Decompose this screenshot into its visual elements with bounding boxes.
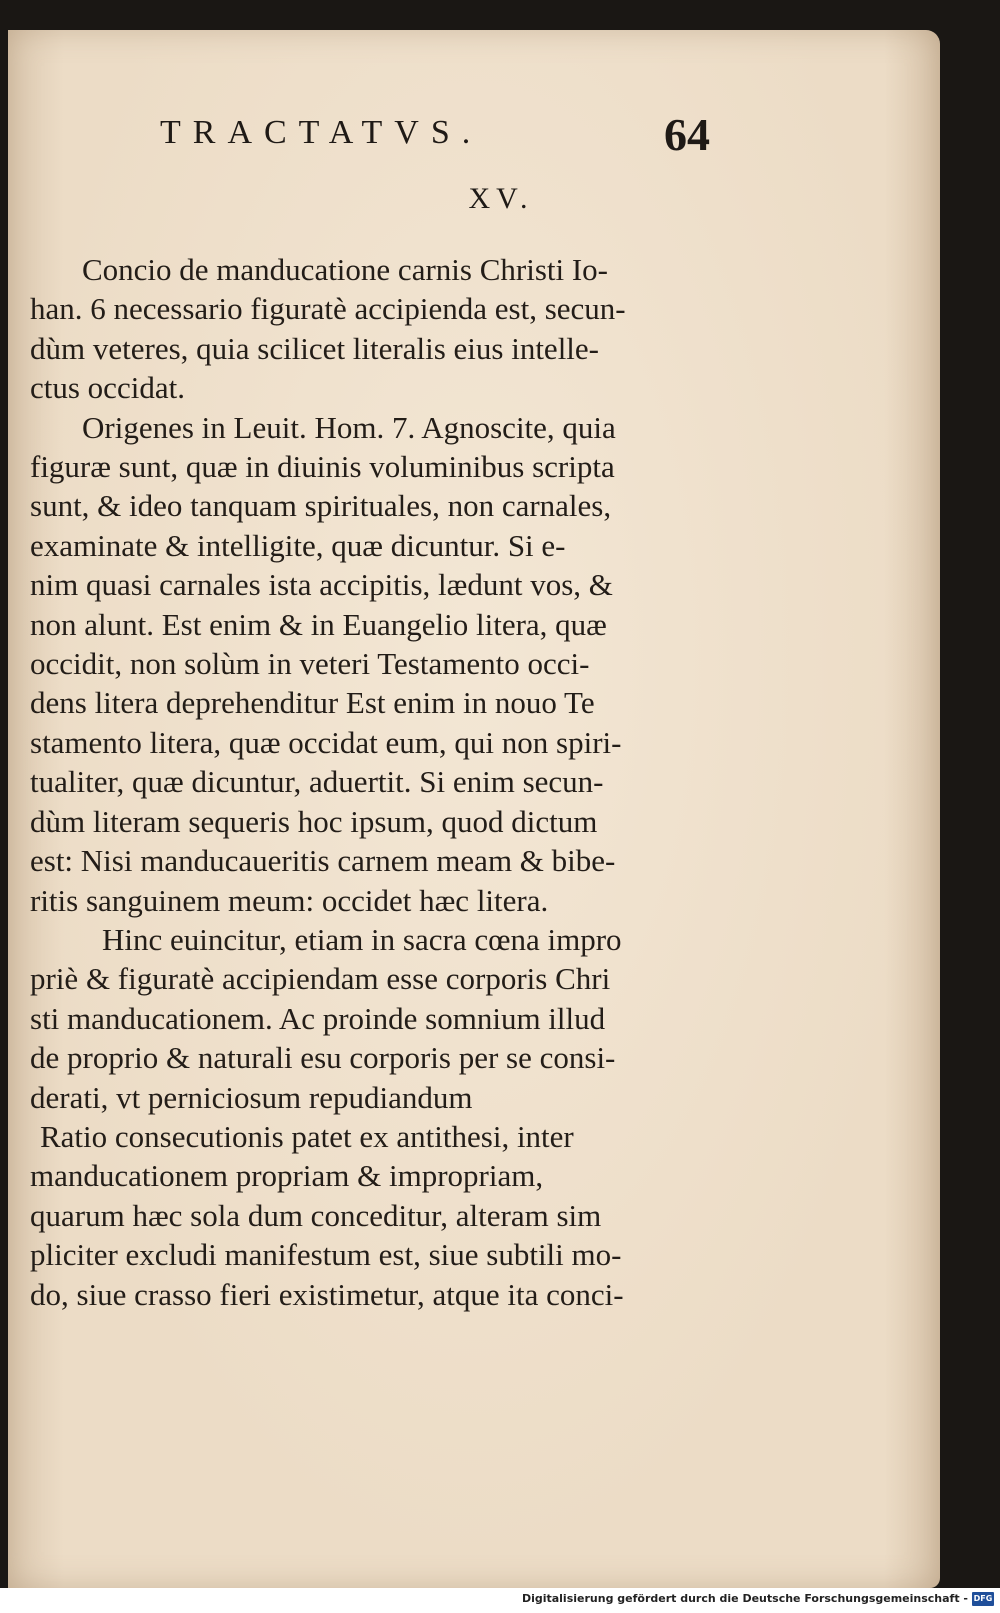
body-text <box>30 250 720 1314</box>
paragraph-conclusion: Hinc euincitur, etiam in sacra cœna impro priè & figuratè accipiendam esse corporis Chri sti manducationem. Ac proinde somnium illud de proprio & naturali esu corporis per se consi- derati, vt perniciosum repudiandum <box>30 921 622 1115</box>
digitization-credit: Digitalisierung gefördert durch die Deutsche Forschungsgemeinschaft - <box>521 1592 968 1605</box>
paragraph-reasoning: Ratio consecutionis patet ex antithesi, inter manducationem propriam & impropriam, quarum hæc sola dum conceditur, alteram sim pliciter excludi manifestum est, siue subtili mo- do, siue crasso fieri existimetur, atque ita conci- <box>30 1118 624 1312</box>
dfg-logo-icon: DFG <box>972 1592 994 1606</box>
section-number: XV. <box>468 182 534 215</box>
running-title: TRACTATVS. <box>160 114 483 151</box>
footer-bar <box>0 1588 1000 1613</box>
page-header <box>150 108 710 168</box>
paragraph-origen-quote: Origenes in Leuit. Hom. 7. Agnoscite, quia figuræ sunt, quæ in diuinis voluminibus scripta sunt, & ideo tanquam spirituales, non carnales, examinate & intelligite, quæ dicuntur. Si e- nim quasi carnales ista accipitis, lædunt vos, & non alunt. Est enim & in Euangelio litera, quæ occidit, non solùm in veteri Testamento occi- dens litera deprehenditur Est enim in nouo Te stamento litera, quæ occidat eum, qui non spiri- tualiter, quæ dicuntur, aduertit. Si enim secun- dùm literam sequeris hoc ipsum, quod dictum est: Nisi manducaueritis carnem meam & bibe- ritis sanguinem meum: occidet hæc litera. <box>30 409 622 918</box>
paragraph-thesis: Concio de manducatione carnis Christi Io- han. 6 necessario figuratè accipienda est, secun- dùm veteres, quia scilicet literalis eius intelle- ctus occidat. <box>30 252 626 406</box>
page-number: 64 <box>664 109 710 160</box>
